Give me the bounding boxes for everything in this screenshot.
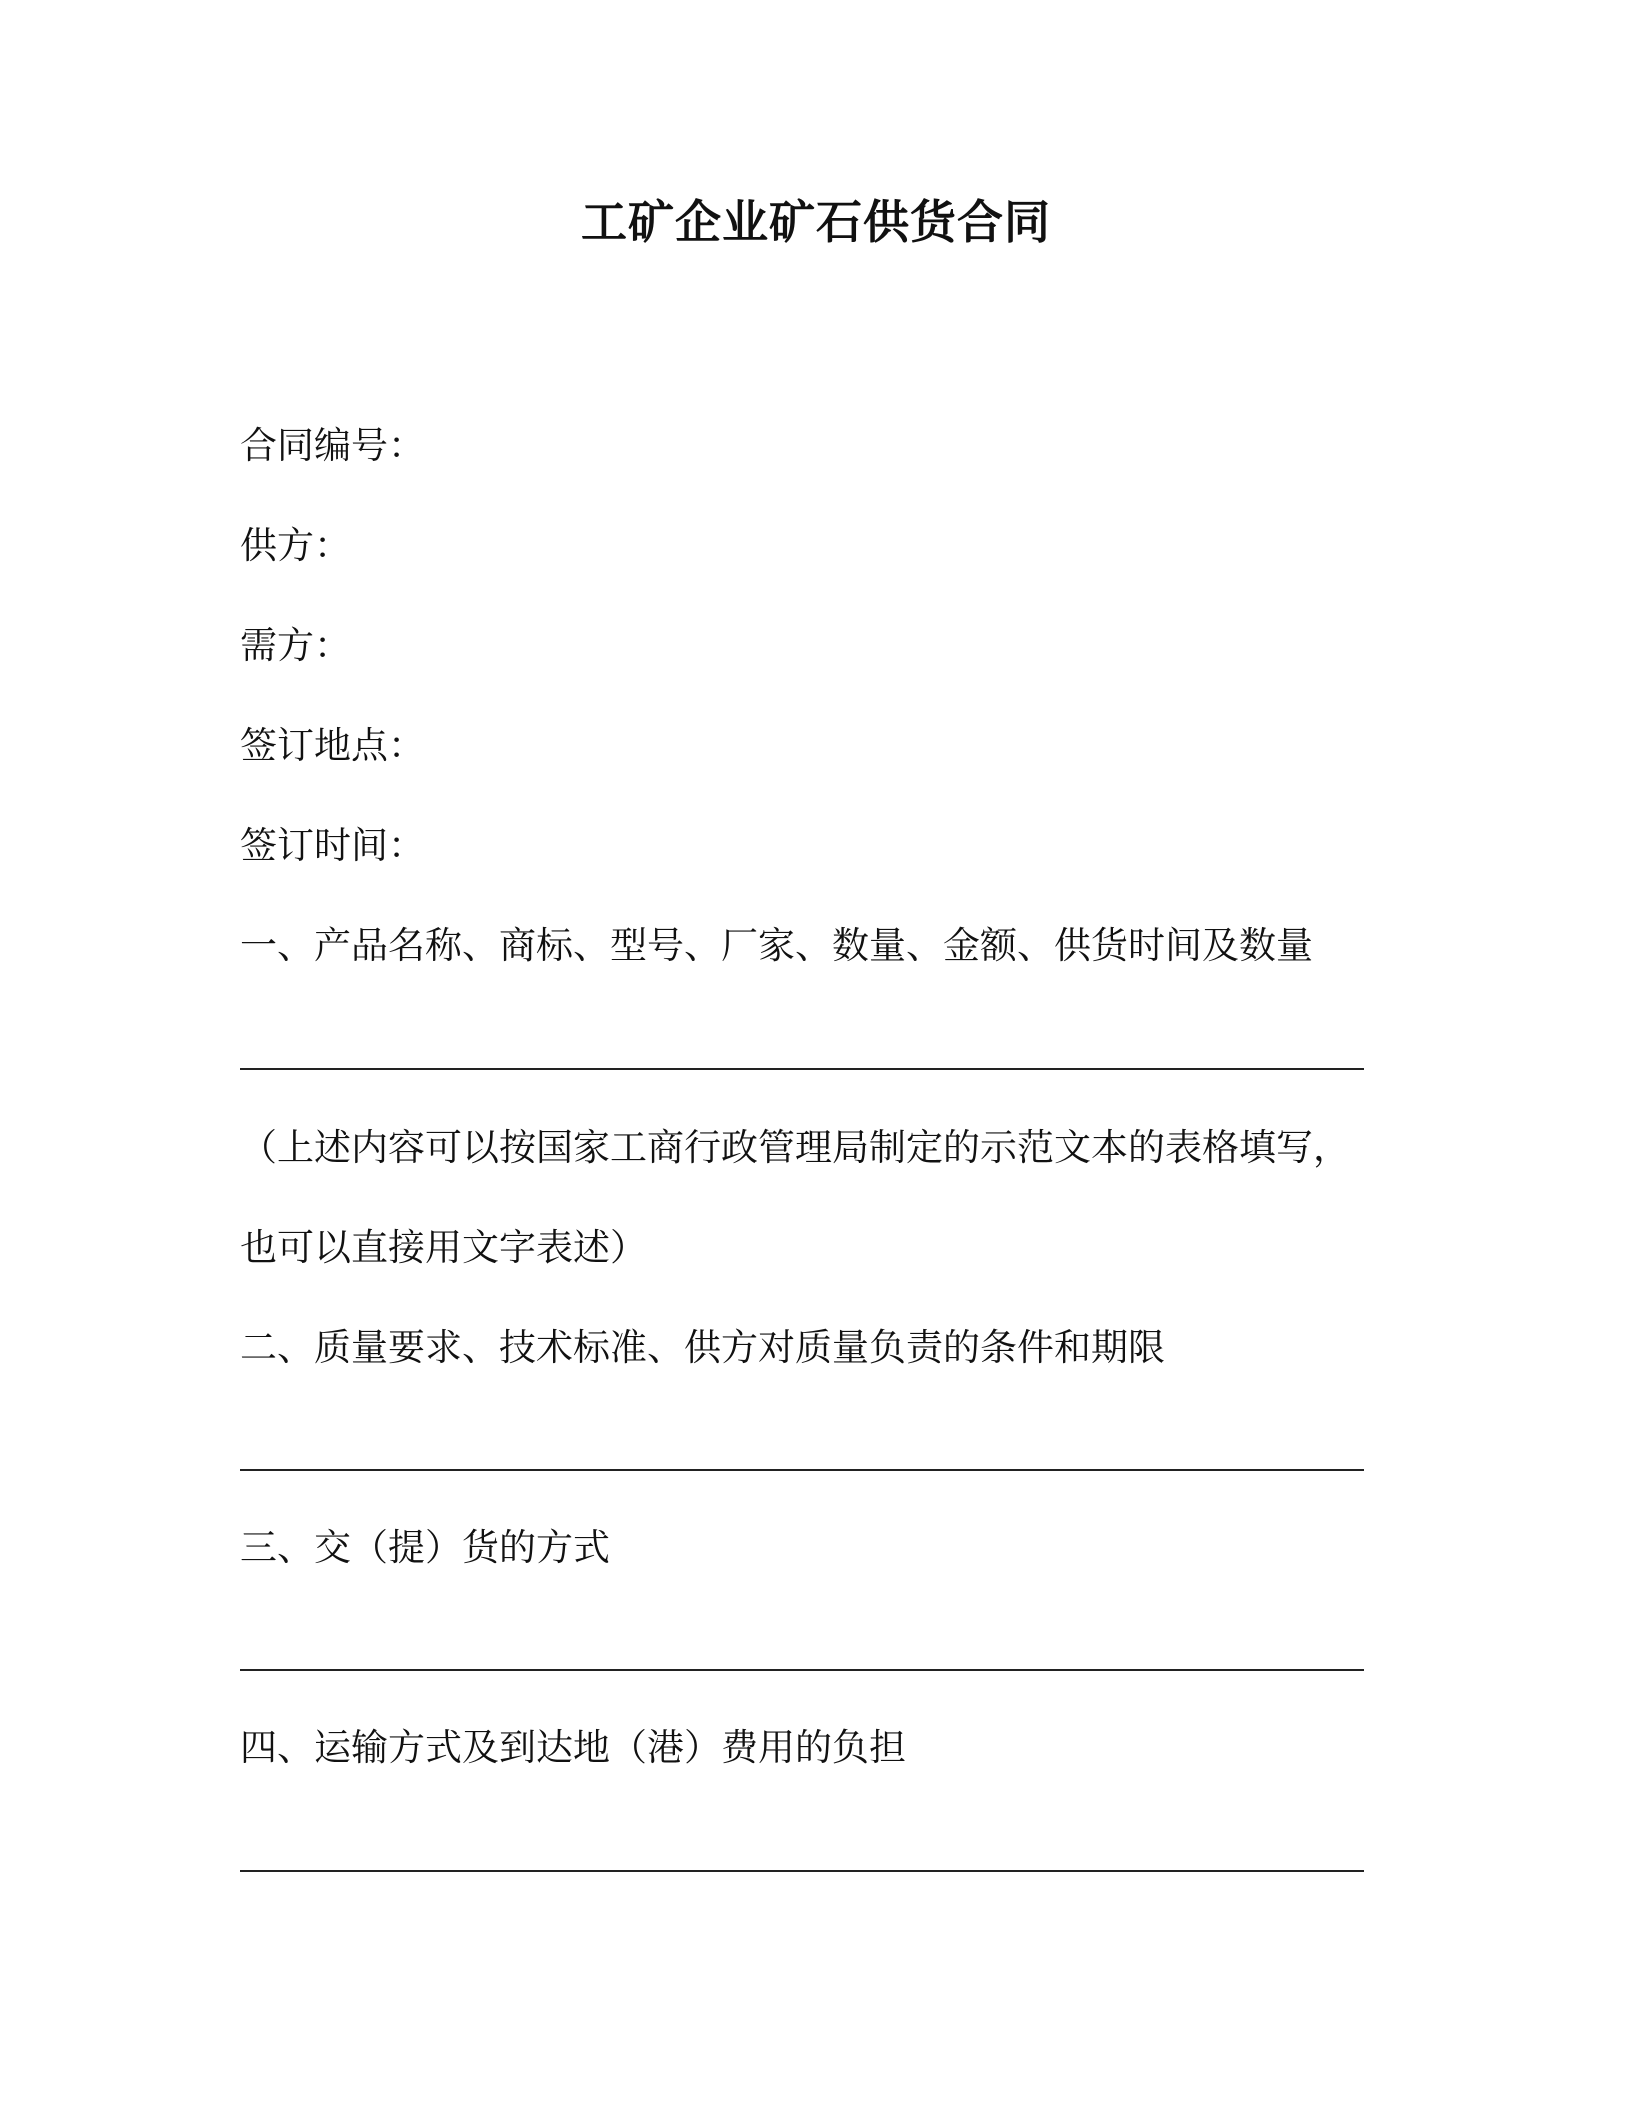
section-3-fill-line <box>240 1669 1364 1671</box>
field-supplier: 供方： <box>240 524 351 567</box>
section-1-fill-line <box>240 1068 1364 1070</box>
document-title: 工矿企业矿石供货合同 <box>581 195 1051 249</box>
field-buyer: 需方： <box>240 624 351 667</box>
section-1-note-line-1: （上述内容可以按国家工商行政管理局制定的示范文本的表格填写， <box>240 1126 1350 1169</box>
section-2-heading: 二、质量要求、技术标准、供方对质量负责的条件和期限 <box>240 1326 1165 1369</box>
section-2-fill-line <box>240 1469 1364 1471</box>
section-1-heading: 一、产品名称、商标、型号、厂家、数量、金额、供货时间及数量 <box>240 924 1313 967</box>
field-contract-number: 合同编号： <box>240 424 425 467</box>
field-sign-place: 签订地点： <box>240 724 425 767</box>
section-4-heading: 四、运输方式及到达地（港）费用的负担 <box>240 1726 906 1769</box>
section-4-fill-line <box>240 1870 1364 1872</box>
section-1-note-line-2: 也可以直接用文字表述） <box>240 1226 647 1269</box>
field-sign-time: 签订时间： <box>240 824 425 867</box>
section-3-heading: 三、交（提）货的方式 <box>240 1526 610 1569</box>
